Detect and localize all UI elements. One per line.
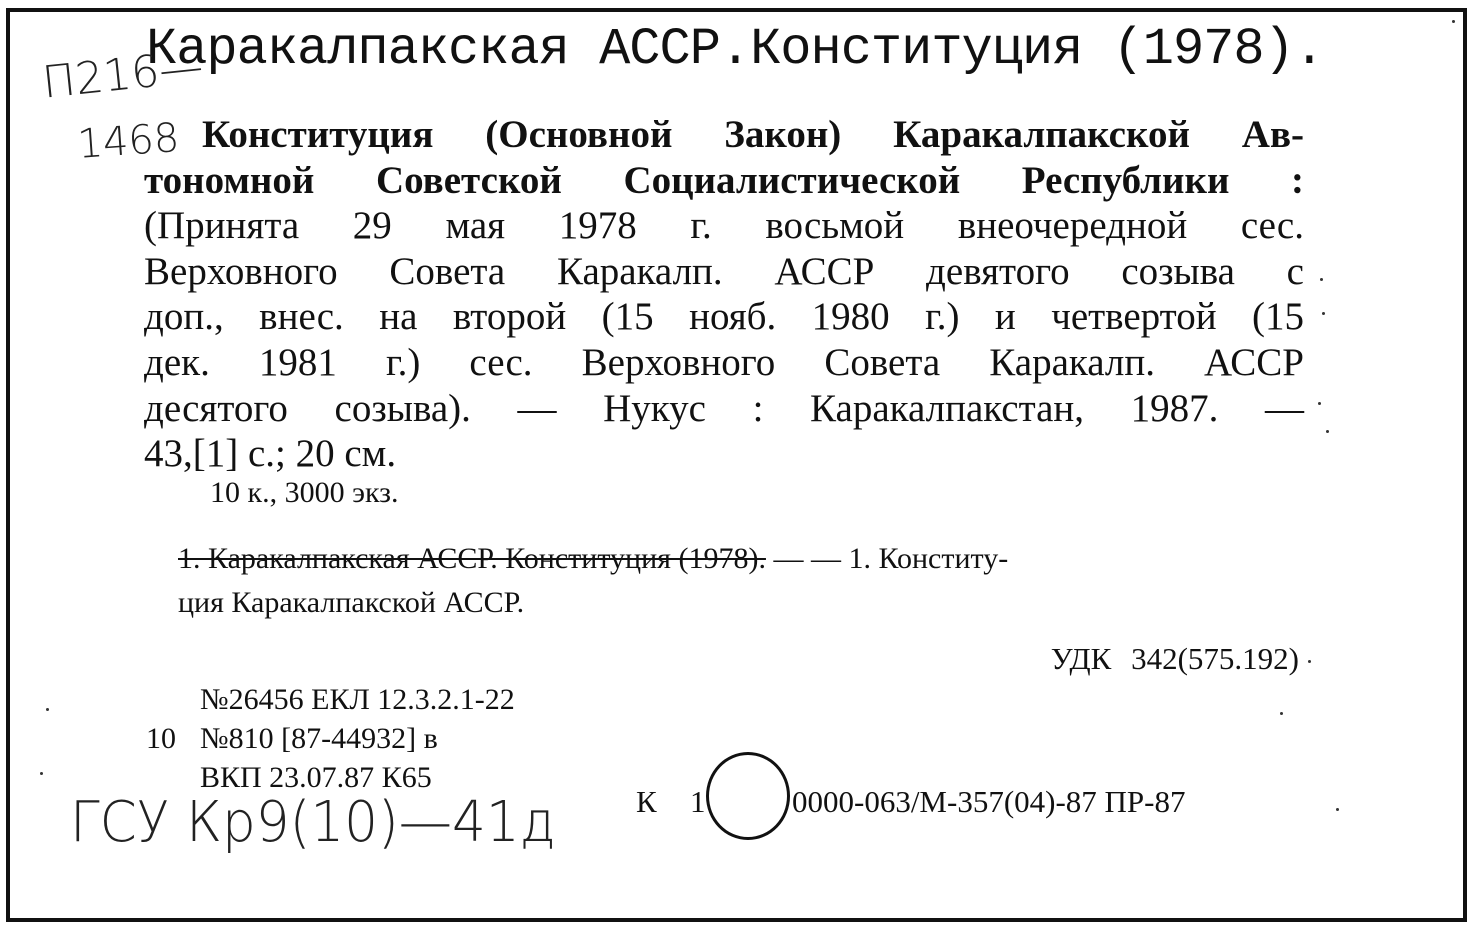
handwritten-shelfmark-top: П216— xyxy=(40,41,206,109)
handwritten-code: ГСУ Кр9(10)—41д xyxy=(70,790,556,855)
description-line: десятого созыва). — Нукус : Каракалпакстан, 1987. — xyxy=(144,386,1304,430)
description-line: доп., внес. на второй (15 нояб. 1980 г.) и четвертой (15 xyxy=(144,295,1304,339)
meta-line: №810 [87-44932] в xyxy=(200,722,438,755)
card-metadata xyxy=(146,680,515,797)
subject-tracing xyxy=(178,537,1308,625)
speck xyxy=(1318,402,1321,405)
udk-code: УДК 342(575.192) xyxy=(1050,641,1299,676)
speck xyxy=(1320,278,1323,281)
isbn-digit: 1 xyxy=(690,784,706,819)
meta-line: ВКП 23.07.87 К65 xyxy=(200,761,432,794)
description-line: 43,[1] с.; 20 см. xyxy=(144,432,397,476)
tracing-rest: — — 1. Конститу- xyxy=(765,542,1009,575)
speck xyxy=(1280,712,1283,715)
tracing-continuation: ция Каракалпакской АССР. xyxy=(178,586,525,619)
meta-prefix: 10 xyxy=(146,722,176,755)
struck-tracing: 1. Каракалпакская АССР. Конституция (1978). xyxy=(178,542,766,575)
speck xyxy=(1308,660,1311,663)
description-line: тономной Советской Социалистической Республики : xyxy=(144,158,1304,202)
speck xyxy=(40,772,43,775)
speck xyxy=(46,708,49,711)
handwritten-shelfmark-number: 1468 xyxy=(76,114,181,168)
price-and-print-run: 10 к., 3000 экз. xyxy=(210,476,399,509)
meta-line: №26456 ЕКЛ 12.3.2.1-22 xyxy=(200,683,515,716)
description-line: Конституция (Основной Закон) Каракалпакской Ав- xyxy=(202,113,1304,156)
description-line: Верховного Совета Каракалп. АССР девятого созыва с xyxy=(144,249,1304,293)
hole-circle xyxy=(706,752,790,840)
description-line: дек. 1981 г.) сес. Верховного Совета Каракалп. АССР xyxy=(144,340,1304,384)
isbn-letter: К xyxy=(636,784,657,819)
speck xyxy=(1322,312,1325,315)
card-heading: Каракалпакская АССР.Конституция (1978). xyxy=(146,20,1324,79)
description-line: (Принята 29 мая 1978 г. восьмой внеочередной сес. xyxy=(144,204,1304,248)
bibliographic-description xyxy=(144,112,1304,477)
speck xyxy=(1336,808,1339,811)
speck xyxy=(1452,20,1455,23)
speck xyxy=(1326,430,1329,433)
isbn-code: 0000-063/М-357(04)-87 ПР-87 xyxy=(792,784,1186,819)
